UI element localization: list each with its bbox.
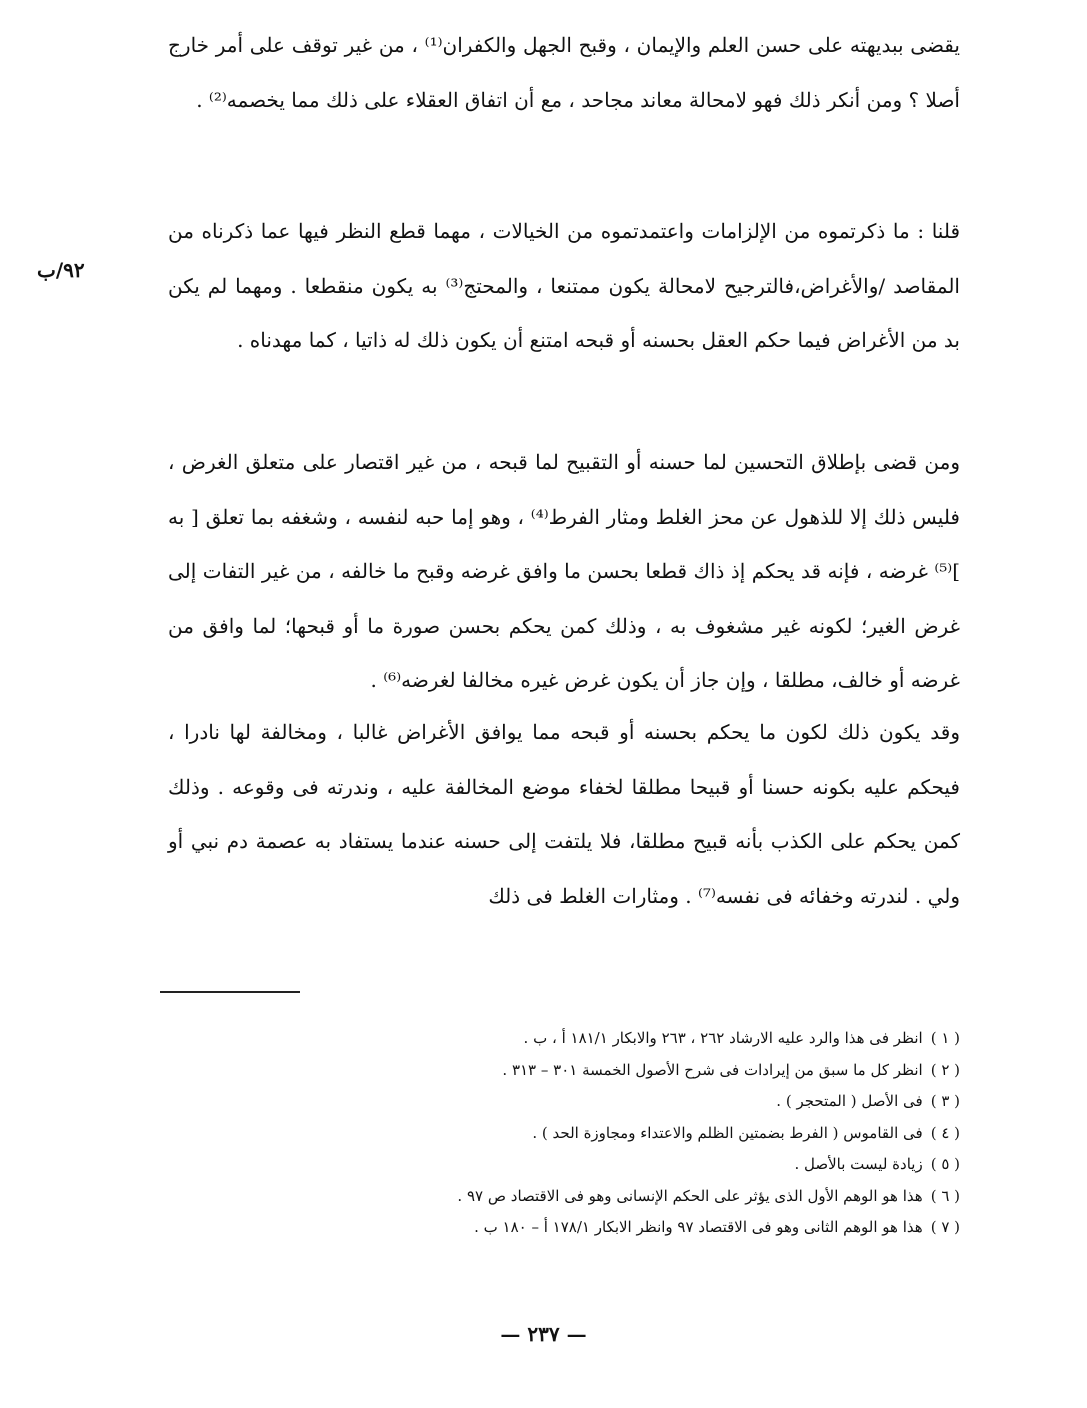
footnote-text: هذا هو الوهم الثانى وهو فى الاقتصاد ٩٧ وانظر الابكار ١٧٨/١ أ – ١٨٠ ب . (474, 1218, 923, 1236)
footnote-number: ( ٤ ) (930, 1123, 960, 1142)
footnote-text: انظر فى هذا والرد عليه الارشاد ٢٦٢ ، ٢٦٣ والابكار ١٨١/١ أ ، ب . (523, 1029, 923, 1047)
footnote-item (168, 1055, 960, 1087)
paragraph-text: ومن قضى بإطلاق التحسين لما حسنه أو التقبيح لما قبحه ، من غير اقتصار على متعلق الغرض ، فليس ذلك إلا للذهول عن محز الغلط ومثار الفرط⁽⁴⁾ ، وهو إما حبه لنفسه ، وشغفه بما تعلق [ به ]⁽⁵⁾ غرضه ، فإنه قد يحكم إذ ذاك قطعا بحسن ما وافق غرضه وقبح ما خالفه ، من غير التفات إلى غرض الغير؛ لكونه غير مشغوف به ، وذلك كمن يحكم بحسن صورة ما أو قبحها؛ لما وافق من غرضه أو خالف، مطلقا ، وإن جاز أن يكون غرض غيره مخالفا لغرضه⁽⁶⁾ . (168, 450, 960, 692)
footnote-number: ( ٥ ) (930, 1155, 960, 1173)
footnote-item (168, 1181, 960, 1213)
footnotes-list (168, 1023, 960, 1244)
footnote-text: فى القاموس ( الفرط بضمتين الظلم والاعتداء ومجاوزة الحد ) . (532, 1123, 923, 1142)
footnote-number: ( ٣ ) (930, 1092, 960, 1110)
body-paragraph-2 (168, 204, 960, 368)
paragraph-text: يقضى ببديهته على حسن العلم والإيمان ، وقبح الجهل والكفران⁽¹⁾ ، من غير توقف على أمر خارج أصلا ؟ ومن أنكر ذلك فهو لامحالة معاند مجاحد ، مع أن اتفاق العقلاء على ذلك مما يخصمه⁽²⁾ . (168, 33, 960, 112)
footnote-text: فى الأصل ( المتحجر ) . (776, 1092, 923, 1110)
footnote-separator (160, 991, 300, 993)
body-paragraph-4 (168, 705, 960, 923)
footnote-number: ( ٧ ) (930, 1218, 960, 1236)
footnote-number: ( ٢ ) (930, 1060, 960, 1079)
footnote-text: هذا هو الوهم الأول الذى يؤثر على الحكم الإنسانى وهو فى الاقتصاد ص ٩٧ . (457, 1186, 923, 1205)
footnote-text: انظر كل ما سبق من إيرادات فى شرح الأصول الخمسة ٣٠١ – ٣١٣ . (502, 1060, 923, 1079)
footnote-item (168, 1212, 960, 1244)
paragraph-text: قلنا : ما ذكرتموه من الإلزامات واعتمدتموه من الخيالات ، مهما قطع النظر فيها عما ذكرناه من المقاصد /والأغراض،فالترجيح لامحالة يكون ممتنعا ، والمحتج⁽³⁾ به يكون منقطعا . ومهما لم يكن بد من الأغراض فيما حكم العقل بحسنه أو قبحه امتنع أن يكون ذلك له ذاتيا ، كما مهدناه . (168, 219, 960, 352)
footnote-number: ( ١ ) (930, 1029, 960, 1047)
page-number: — ٢٣٧ — (500, 1322, 587, 1346)
body-paragraph-3 (168, 435, 960, 708)
footnote-item (168, 1149, 960, 1181)
footnote-item (168, 1086, 960, 1118)
folio-margin-note: ٩٢/ب (37, 258, 85, 282)
footnote-item (168, 1023, 960, 1055)
paragraph-text: وقد يكون ذلك لكون ما يحكم بحسنه أو قبحه مما يوافق الأغراض غالبا ، ومخالفة لها نادرا ، فيحكم عليه بكونه حسنا أو قبيحا مطلقا لخفاء موضع المخالفة عليه ، وندرته فى وقوعه . وذلك كمن يحكم على الكذب بأنه قبيح مطلقا، فلا يلتفت إلى حسنه عندما يستفاد به عصمة دم نبي أو ولي . لندرته وخفائه فى نفسه⁽⁷⁾ . ومثارات الغلط فى ذلك (168, 720, 960, 908)
footnote-text: زيادة ليست بالأصل . (794, 1155, 923, 1173)
footnote-number: ( ٦ ) (930, 1186, 960, 1205)
footnote-item (168, 1118, 960, 1150)
body-paragraph-1 (168, 18, 960, 127)
